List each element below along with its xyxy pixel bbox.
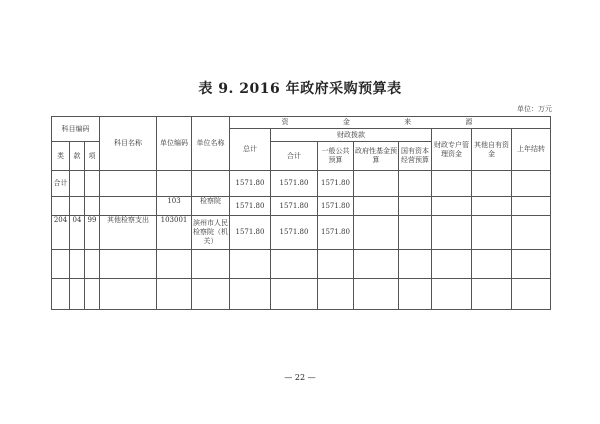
header-other: 其他自有资金 <box>472 129 512 171</box>
header-total: 总计 <box>230 129 271 171</box>
cell-xiang: 99 <box>85 216 100 250</box>
header-unit-code: 单位编码 <box>157 117 192 171</box>
cell-xiang <box>85 197 100 216</box>
cell-empty <box>512 197 551 216</box>
header-fund-source <box>230 117 551 129</box>
cell-empty <box>432 197 472 216</box>
header-lei: 类 <box>52 142 70 171</box>
cell-total: 1571.80 <box>230 171 271 197</box>
cell-xiang <box>85 171 100 197</box>
cell-unit-name: 滨州市人民检察院（机关） <box>192 216 230 250</box>
header-carryover: 上年结转 <box>512 129 551 171</box>
header-special: 财政专户管理资金 <box>432 129 472 171</box>
table-row <box>52 197 551 216</box>
cell-empty <box>512 216 551 250</box>
fund-source-text: 资 金 来 源 <box>281 118 499 126</box>
cell-empty <box>472 216 512 250</box>
cell-lei: 合计 <box>52 171 70 197</box>
table-row <box>52 171 551 197</box>
cell-fiscal-sum: 1571.80 <box>271 197 318 216</box>
cell-unit-code: 103001 <box>157 216 192 250</box>
header-stateowned: 国有资本经营预算 <box>399 142 432 171</box>
header-unit-name: 单位名称 <box>192 117 230 171</box>
header-govfund: 政府性基金预算 <box>354 142 399 171</box>
cell-empty <box>354 197 399 216</box>
header-general: 一般公共预算 <box>318 142 354 171</box>
cell-subject-name <box>100 171 157 197</box>
cell-lei <box>52 197 70 216</box>
cell-unit-name <box>192 171 230 197</box>
cell-unit-code <box>157 171 192 197</box>
cell-total: 1571.80 <box>230 197 271 216</box>
cell-empty <box>399 197 432 216</box>
cell-empty <box>432 171 472 197</box>
cell-total: 1571.80 <box>230 216 271 250</box>
cell-unit-name: 检察院 <box>192 197 230 216</box>
cell-kuan: 04 <box>70 216 85 250</box>
cell-general: 1571.80 <box>318 171 354 197</box>
unit-label: 单位：万元 <box>517 105 552 113</box>
cell-kuan <box>70 197 85 216</box>
page-number: — 22 — <box>284 373 316 382</box>
table-row-empty <box>52 279 551 310</box>
header-subject-code: 科目编码 <box>52 117 100 142</box>
cell-empty <box>399 171 432 197</box>
cell-empty <box>472 197 512 216</box>
cell-unit-code: 103 <box>157 197 192 216</box>
cell-empty <box>354 216 399 250</box>
page-title: 表 9. 2016 年政府采购预算表 <box>198 81 402 97</box>
cell-empty <box>472 171 512 197</box>
header-fiscal-sum: 合计 <box>271 142 318 171</box>
header-fiscal: 财政拨款 <box>271 129 432 142</box>
cell-subject-name: 其他检察支出 <box>100 216 157 250</box>
table-row <box>52 216 551 250</box>
table-row-empty <box>52 250 551 279</box>
cell-subject-name <box>100 197 157 216</box>
cell-fiscal-sum: 1571.80 <box>271 216 318 250</box>
header-kuan: 款 <box>70 142 85 171</box>
header-xiang: 项 <box>85 142 100 171</box>
header-subject-name: 科目名称 <box>100 117 157 171</box>
cell-general: 1571.80 <box>318 197 354 216</box>
cell-empty <box>432 216 472 250</box>
cell-empty <box>512 171 551 197</box>
cell-empty <box>354 171 399 197</box>
cell-fiscal-sum: 1571.80 <box>271 171 318 197</box>
cell-kuan <box>70 171 85 197</box>
procurement-budget-table <box>51 116 551 310</box>
cell-empty <box>399 216 432 250</box>
cell-lei: 204 <box>52 216 70 250</box>
cell-general: 1571.80 <box>318 216 354 250</box>
